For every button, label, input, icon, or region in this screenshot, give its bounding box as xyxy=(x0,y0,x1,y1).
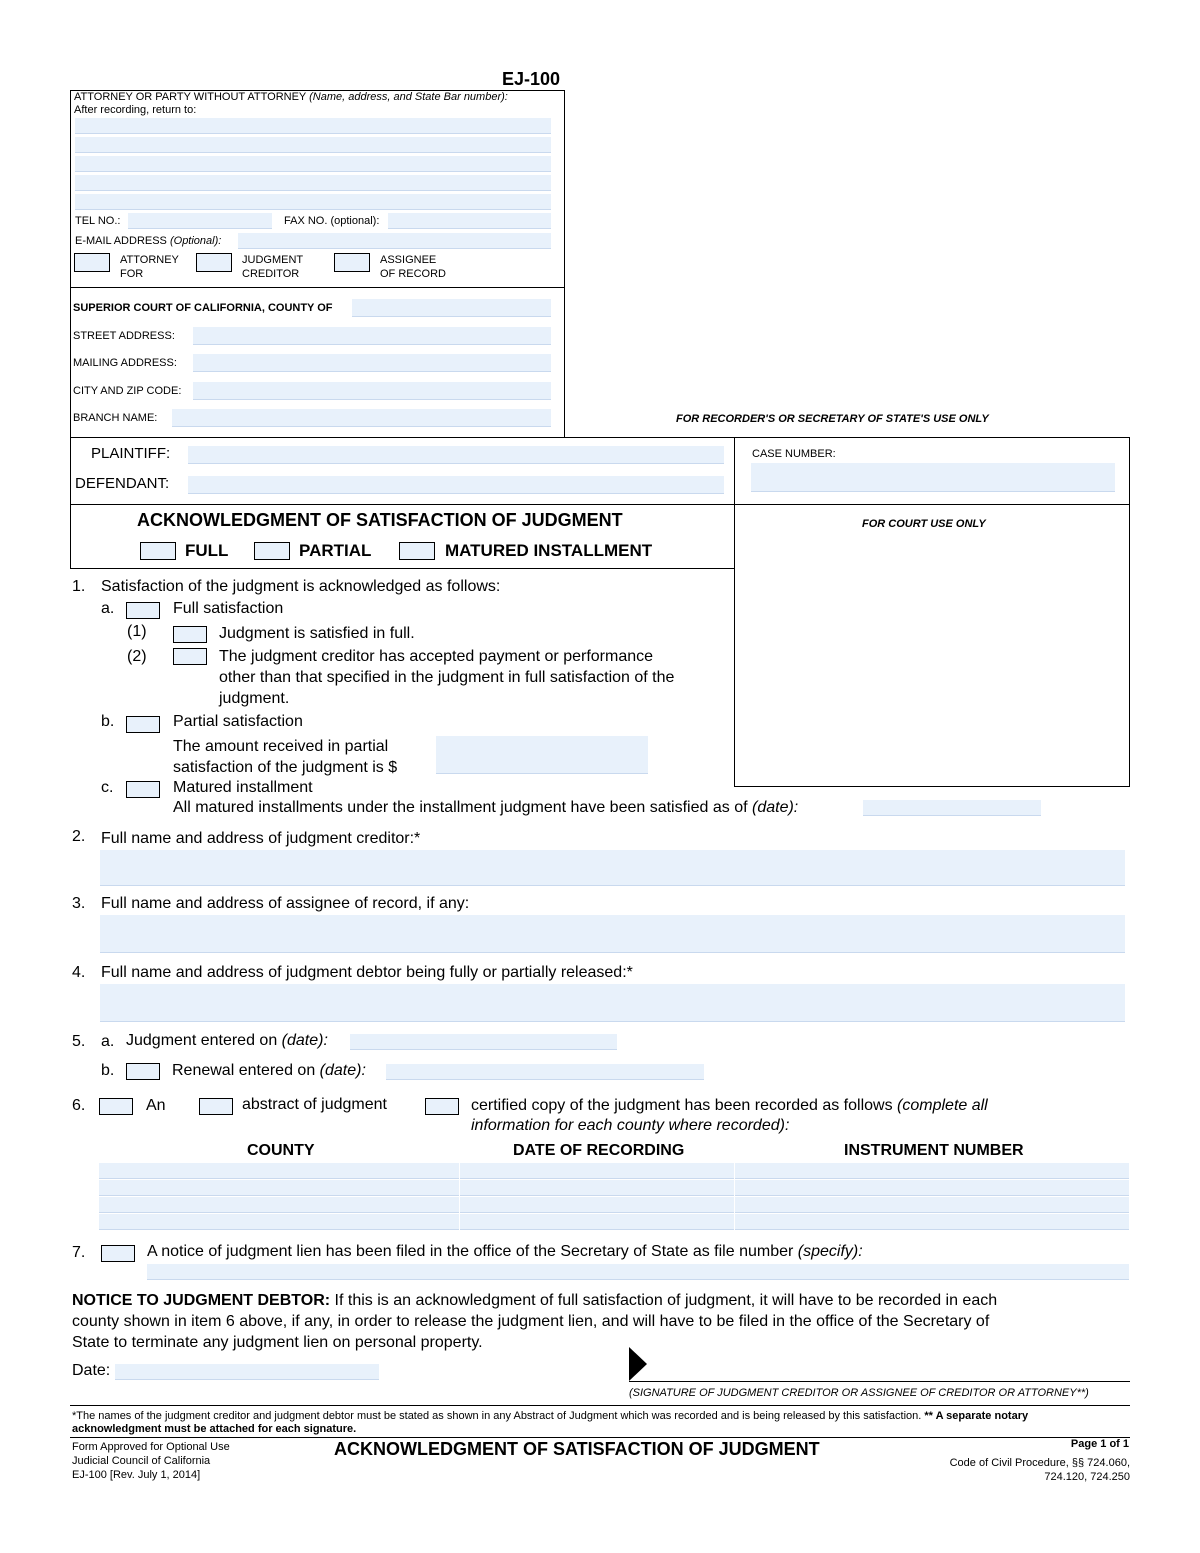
recording-row-4-instrument[interactable] xyxy=(735,1214,1129,1230)
item6-abstract-label: abstract of judgment xyxy=(242,1096,387,1113)
branch-label: BRANCH NAME: xyxy=(73,412,158,424)
attorney-line-3[interactable] xyxy=(75,156,551,172)
col-instrument: INSTRUMENT NUMBER xyxy=(844,1142,1024,1159)
form-title: ACKNOWLEDGMENT OF SATISFACTION OF JUDGMENT xyxy=(137,510,623,530)
recording-row-1-date[interactable] xyxy=(460,1163,734,1179)
item1-text: Satisfaction of the judgment is acknowledged as follows: xyxy=(101,578,501,595)
item3-number: 3. xyxy=(72,895,86,912)
signature-line[interactable] xyxy=(629,1381,1130,1382)
page-number: Page 1 of 1 xyxy=(1070,1438,1129,1450)
item1c-checkbox[interactable] xyxy=(126,781,160,798)
full-label: FULL xyxy=(185,541,229,560)
footer-rule xyxy=(70,1437,1130,1438)
item6-number: 6. xyxy=(72,1097,86,1114)
center-rule xyxy=(734,437,735,787)
right-rule xyxy=(1129,437,1130,787)
partial-amount-field[interactable] xyxy=(436,736,648,774)
item5b-text: Renewal entered on (date): xyxy=(172,1062,366,1079)
assignee-checkbox[interactable] xyxy=(334,253,370,272)
attorney-for-checkbox[interactable] xyxy=(74,253,110,272)
item1a1-number: (1) xyxy=(127,623,147,640)
defendant-label: DEFENDANT: xyxy=(75,475,170,492)
partial-label: PARTIAL xyxy=(299,541,372,560)
item4-number: 4. xyxy=(72,964,86,981)
item7-number: 7. xyxy=(72,1244,86,1261)
item1a-text: Full satisfaction xyxy=(173,600,284,617)
item1a2-checkbox[interactable] xyxy=(173,648,207,665)
item1b-checkbox[interactable] xyxy=(126,716,160,733)
mailing-field[interactable] xyxy=(193,354,551,372)
code-reference: Code of Civil Procedure, §§ 724.060, 724.120, 724.250 xyxy=(949,1457,1130,1483)
item1b-amount-label: The amount received in partial satisfaction of the judgment is $ xyxy=(173,738,398,776)
signature-date-field[interactable] xyxy=(115,1364,379,1380)
parties-bottom-rule xyxy=(70,504,1130,505)
recording-table xyxy=(99,1163,1129,1231)
signature-caption: (SIGNATURE OF JUDGMENT CREDITOR OR ASSIGNEE OF CREDITOR OR ATTORNEY**) xyxy=(629,1387,1089,1399)
signature-arrow-icon xyxy=(629,1347,647,1381)
installments-date-field[interactable] xyxy=(863,800,1041,816)
case-number-field[interactable] xyxy=(751,463,1115,492)
item1c-text: Matured installment xyxy=(173,779,313,796)
item1c-letter: c. xyxy=(101,779,114,796)
email-field[interactable] xyxy=(238,233,551,249)
item4-text: Full name and address of judgment debtor being fully or partially released:* xyxy=(101,964,633,981)
creditor-name-field[interactable] xyxy=(100,850,1125,886)
footer-left: Form Approved for Optional Use Judicial Council of California EJ-100 [Rev. July 1, 2014] xyxy=(72,1441,230,1481)
city-field[interactable] xyxy=(193,382,551,400)
attorney-line-1[interactable] xyxy=(75,118,551,134)
attorney-line-5[interactable] xyxy=(75,194,551,210)
matured-checkbox[interactable] xyxy=(399,542,435,560)
col-county: COUNTY xyxy=(247,1142,315,1159)
item1a2-number: (2) xyxy=(127,648,147,665)
item1a1-text: Judgment is satisfied in full. xyxy=(219,625,415,642)
judgment-creditor-checkbox[interactable] xyxy=(196,253,232,272)
branch-field[interactable] xyxy=(172,409,551,427)
judgment-creditor-label: JUDGMENT CREDITOR xyxy=(242,254,304,280)
date-label: Date: xyxy=(72,1362,111,1379)
tel-label: TEL NO.: xyxy=(75,215,121,227)
item7-checkbox[interactable] xyxy=(101,1245,135,1262)
case-number-label: CASE NUMBER: xyxy=(752,448,836,460)
recording-row-4-county[interactable] xyxy=(99,1214,459,1230)
court-use-bottom-rule xyxy=(734,786,1130,787)
item5-number: 5. xyxy=(72,1033,86,1050)
item1b-letter: b. xyxy=(101,713,115,730)
street-label: STREET ADDRESS: xyxy=(73,330,175,342)
form-id: EJ-100 xyxy=(502,69,561,89)
assignee-label: ASSIGNEE OF RECORD xyxy=(380,254,446,280)
item1a1-checkbox[interactable] xyxy=(173,626,207,643)
footnote-rule xyxy=(70,1405,1130,1406)
recording-row-1-instrument[interactable] xyxy=(735,1163,1129,1179)
recording-row-3-instrument[interactable] xyxy=(735,1197,1129,1213)
item5a-text: Judgment entered on (date): xyxy=(126,1032,328,1049)
attorney-line-2[interactable] xyxy=(75,137,551,153)
item6-certified-label: certified copy of the judgment has been recorded as follows (complete all xyxy=(471,1097,988,1114)
recording-row-2-county[interactable] xyxy=(99,1180,459,1196)
county-field[interactable] xyxy=(352,299,551,317)
file-number-field[interactable] xyxy=(147,1264,1129,1280)
item6-abstract-checkbox[interactable] xyxy=(199,1098,233,1115)
judgment-entered-date-field[interactable] xyxy=(350,1034,617,1050)
street-field[interactable] xyxy=(193,327,551,345)
fax-field[interactable] xyxy=(388,213,551,229)
item1a-letter: a. xyxy=(101,600,115,617)
partial-checkbox[interactable] xyxy=(254,542,290,560)
recording-row-3-county[interactable] xyxy=(99,1197,459,1213)
renewal-date-field[interactable] xyxy=(386,1064,704,1080)
col-date: DATE OF RECORDING xyxy=(513,1142,685,1159)
item1a2-text: The judgment creditor has accepted payment or performance other than that specified in the judgment in full satisfaction of the judgment. xyxy=(219,648,675,707)
recording-row-2-date[interactable] xyxy=(460,1180,734,1196)
email-label: E-MAIL ADDRESS (Optional): xyxy=(75,235,222,247)
recording-row-3-date[interactable] xyxy=(460,1197,734,1213)
matured-label: MATURED INSTALLMENT xyxy=(445,541,653,560)
item6-certified-checkbox[interactable] xyxy=(425,1098,459,1115)
item6-an-checkbox[interactable] xyxy=(99,1098,133,1115)
recording-row-2-instrument[interactable] xyxy=(735,1180,1129,1196)
plaintiff-field[interactable] xyxy=(188,446,724,464)
left-rule xyxy=(70,437,71,569)
item6-line2: information for each county where recorded): xyxy=(471,1117,790,1134)
item5a-letter: a. xyxy=(101,1033,115,1050)
court-use-label: FOR COURT USE ONLY xyxy=(862,518,986,530)
item5b-letter: b. xyxy=(101,1062,115,1079)
attorney-line-4[interactable] xyxy=(75,175,551,191)
item7-text: A notice of judgment lien has been filed in the office of the Secretary of State as file number (specify): xyxy=(147,1243,863,1260)
item1b-text: Partial satisfaction xyxy=(173,713,303,730)
item1a-checkbox[interactable] xyxy=(126,602,160,619)
footer-title: ACKNOWLEDGMENT OF SATISFACTION OF JUDGMENT xyxy=(334,1439,820,1459)
footnote: *The names of the judgment creditor and judgment debtor must be stated as shown in any Abstract of Judgment which was recorded and is being released by this satisfaction. ** A separate notary acknowledgment must be attached for each signature. xyxy=(72,1410,1029,1435)
court-heading: SUPERIOR COURT OF CALIFORNIA, COUNTY OF xyxy=(73,302,333,314)
tel-field[interactable] xyxy=(128,213,272,229)
item6-an-label: An xyxy=(146,1097,166,1114)
mailing-label: MAILING ADDRESS: xyxy=(73,357,177,369)
item3-text: Full name and address of assignee of record, if any: xyxy=(101,895,470,912)
item1-number: 1. xyxy=(72,578,86,595)
assignee-name-field[interactable] xyxy=(100,915,1125,953)
defendant-field[interactable] xyxy=(188,476,724,494)
recording-row-4-date[interactable] xyxy=(460,1214,734,1230)
recording-row-1-county[interactable] xyxy=(99,1163,459,1179)
parties-top-rule xyxy=(70,437,1130,438)
attorney-for-label: ATTORNEY FOR xyxy=(120,254,179,280)
attorney-label: ATTORNEY OR PARTY WITHOUT ATTORNEY (Name, address, and State Bar number): xyxy=(74,91,508,103)
fax-label: FAX NO. (optional): xyxy=(284,215,380,227)
item2-number: 2. xyxy=(72,828,86,845)
city-label: CITY AND ZIP CODE: xyxy=(73,385,182,397)
full-checkbox[interactable] xyxy=(140,542,176,560)
item5b-checkbox[interactable] xyxy=(126,1063,160,1080)
debtor-name-field[interactable] xyxy=(100,984,1125,1022)
item1c-line: All matured installments under the installment judgment have been satisfied as of (date): xyxy=(173,799,799,816)
recorder-use-label: FOR RECORDER'S OR SECRETARY OF STATE'S USE ONLY xyxy=(676,413,989,425)
title-bottom-rule xyxy=(70,568,735,569)
plaintiff-label: PLAINTIFF: xyxy=(91,445,171,462)
item2-text: Full name and address of judgment creditor:* xyxy=(101,830,421,847)
notice-paragraph: NOTICE TO JUDGMENT DEBTOR: If this is an acknowledgment of full satisfaction of judgment, it will have to be recorded in each county shown in item 6 above, if any, in order to release the judgment lien, and will have to be filed in the office of the Secretary of State to terminate any judgment lien on personal property. xyxy=(72,1292,998,1351)
return-to-label: After recording, return to: xyxy=(74,104,197,116)
